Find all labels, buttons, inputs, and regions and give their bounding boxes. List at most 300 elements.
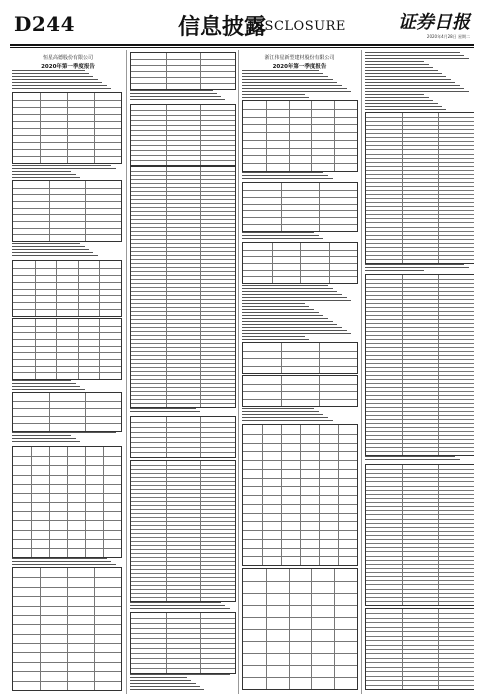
- table-row-line: [366, 141, 474, 142]
- table-row-line: [366, 363, 474, 364]
- table-col-line: [402, 465, 403, 605]
- table-row-line: [366, 469, 474, 470]
- table-col-line: [402, 113, 403, 263]
- table-row-line: [13, 346, 121, 347]
- text-line: [12, 174, 76, 175]
- table-row-line: [243, 665, 357, 666]
- table-row-line: [366, 315, 474, 316]
- data-table: [130, 416, 236, 458]
- table-row-line: [13, 408, 121, 409]
- table-row-line: [131, 171, 235, 172]
- data-table: [130, 52, 236, 90]
- table-row-line: [366, 486, 474, 487]
- text-line: [242, 94, 305, 95]
- table-row-line: [131, 391, 235, 392]
- table-row-line: [131, 493, 235, 494]
- table-row-line: [131, 235, 235, 236]
- table-row-line: [366, 137, 474, 138]
- table-row-line: [366, 218, 474, 219]
- text-line: [12, 255, 98, 256]
- data-table: [130, 612, 236, 674]
- text-line: [365, 270, 424, 271]
- table-row-line: [243, 197, 357, 198]
- table-row-line: [13, 289, 121, 290]
- table-row-line: [131, 239, 235, 240]
- table-row-line: [366, 572, 474, 573]
- column-2: [128, 50, 236, 694]
- table-col-line: [438, 113, 439, 263]
- table-row-line: [13, 268, 121, 269]
- text-line: [12, 441, 80, 442]
- table-row-line: [366, 560, 474, 561]
- table-row-line: [131, 473, 235, 474]
- table-row-line: [131, 623, 235, 624]
- text-line: [130, 674, 230, 675]
- table-col-line: [67, 568, 68, 690]
- table-row-line: [366, 259, 474, 260]
- text-line: [130, 602, 221, 603]
- text-line: [365, 79, 451, 80]
- table-col-line: [262, 425, 263, 565]
- table-row-line: [131, 581, 235, 582]
- table-row-line: [366, 551, 474, 552]
- table-col-line: [200, 461, 201, 601]
- text-line: [242, 91, 351, 92]
- table-row-line: [366, 166, 474, 167]
- text-line: [242, 411, 319, 412]
- table-row-line: [243, 140, 357, 141]
- table-row-line: [366, 299, 474, 300]
- text-line: [242, 88, 347, 89]
- table-row-line: [243, 204, 357, 205]
- table-row-line: [131, 59, 235, 60]
- table-row-line: [13, 326, 121, 327]
- data-table: [242, 375, 358, 407]
- table-row-line: [366, 636, 474, 637]
- table-col-line: [200, 167, 201, 407]
- table-row-line: [366, 676, 474, 677]
- table-row-line: [366, 331, 474, 332]
- table-row-line: [243, 581, 357, 582]
- table-col-line: [49, 393, 50, 431]
- table-row-line: [13, 309, 121, 310]
- table-col-line: [402, 609, 403, 689]
- table-col-line: [300, 425, 301, 565]
- table-row-line: [131, 339, 235, 340]
- table-row-line: [131, 307, 235, 308]
- table-row-line: [131, 130, 235, 131]
- table-row-line: [131, 327, 235, 328]
- table-row-line: [366, 490, 474, 491]
- text-line: [242, 175, 328, 176]
- company-name: 浙江伟星新型建材股份有限公司: [264, 55, 335, 61]
- table-col-line: [200, 613, 201, 673]
- table-col-line: [78, 319, 79, 379]
- table-row-line: [13, 275, 121, 276]
- table-row-line: [366, 162, 474, 163]
- text-line: [130, 683, 196, 684]
- table-row-line: [13, 352, 121, 353]
- announcement-header-1: [12, 54, 124, 70]
- table-row-line: [243, 132, 357, 133]
- table-row-line: [366, 202, 474, 203]
- table-row-line: [243, 351, 357, 352]
- table-row-line: [13, 221, 121, 222]
- text-line: [365, 67, 433, 68]
- table-row-line: [366, 645, 474, 646]
- table-row-line: [366, 182, 474, 183]
- data-table: [12, 180, 122, 242]
- text-line: [242, 232, 314, 233]
- data-table: [12, 446, 122, 558]
- table-col-line: [281, 425, 282, 565]
- column-divider: [361, 50, 362, 694]
- table-row-line: [366, 580, 474, 581]
- table-col-line: [35, 319, 36, 379]
- table-row-line: [131, 191, 235, 192]
- table-row-line: [366, 447, 474, 448]
- masthead-rule: [10, 44, 474, 46]
- table-row-line: [366, 415, 474, 416]
- table-row-line: [131, 359, 235, 360]
- text-line: [12, 243, 80, 244]
- table-row-line: [13, 188, 121, 189]
- table-row-line: [131, 585, 235, 586]
- table-row-line: [131, 477, 235, 478]
- table-row-line: [131, 427, 235, 428]
- company-name: 恒星高德股份有限公司: [42, 55, 93, 61]
- data-table: [365, 464, 474, 606]
- text-line: [242, 339, 309, 340]
- text-line: [242, 306, 309, 307]
- table-row-line: [131, 343, 235, 344]
- table-row-line: [366, 477, 474, 478]
- table-row-line: [243, 210, 357, 211]
- text-line: [12, 561, 111, 562]
- table-row-line: [131, 663, 235, 664]
- table-col-line: [94, 93, 95, 163]
- table-row-line: [131, 160, 235, 161]
- table-row-line: [366, 539, 474, 540]
- table-row-line: [131, 323, 235, 324]
- table-row-line: [366, 319, 474, 320]
- table-row-line: [131, 593, 235, 594]
- table-row-line: [366, 653, 474, 654]
- table-row-line: [131, 403, 235, 404]
- table-row-line: [131, 529, 235, 530]
- table-row-line: [131, 437, 235, 438]
- table-row-line: [366, 531, 474, 532]
- text-line: [242, 327, 342, 328]
- table-col-line: [272, 243, 273, 283]
- table-row-line: [131, 485, 235, 486]
- table-row-line: [366, 494, 474, 495]
- table-row-line: [366, 231, 474, 232]
- table-row-line: [366, 514, 474, 515]
- table-col-line: [99, 319, 100, 379]
- table-col-line: [319, 376, 320, 406]
- table-row-line: [366, 154, 474, 155]
- table-row-line: [131, 331, 235, 332]
- table-row-line: [366, 593, 474, 594]
- data-table: [12, 567, 122, 691]
- masthead: [10, 8, 474, 42]
- table-col-line: [56, 261, 57, 316]
- table-row-line: [13, 234, 121, 235]
- table-row-line: [366, 618, 474, 619]
- text-line: [242, 79, 333, 80]
- text-line: [242, 172, 323, 173]
- table-row-line: [243, 391, 357, 392]
- announcement-header-2: [242, 54, 357, 70]
- data-table: [12, 92, 122, 164]
- data-table: [365, 274, 474, 456]
- text-line: [242, 408, 314, 409]
- table-row-line: [366, 247, 474, 248]
- text-line: [242, 336, 305, 337]
- column-4: [363, 50, 474, 694]
- table-row-line: [131, 351, 235, 352]
- table-col-line: [319, 425, 320, 565]
- table-row-line: [366, 627, 474, 628]
- table-row-line: [131, 371, 235, 372]
- table-row-line: [131, 247, 235, 248]
- data-table: [12, 318, 122, 380]
- table-col-line: [166, 105, 167, 165]
- table-row-line: [131, 195, 235, 196]
- table-row-line: [131, 489, 235, 490]
- table-col-line: [266, 101, 267, 171]
- table-row-line: [131, 65, 235, 66]
- table-row-line: [366, 535, 474, 536]
- table-row-line: [366, 589, 474, 590]
- table-row-line: [131, 199, 235, 200]
- table-col-line: [334, 101, 335, 171]
- table-row-line: [131, 597, 235, 598]
- table-row-line: [366, 178, 474, 179]
- table-row-line: [13, 214, 121, 215]
- text-line: [365, 70, 438, 71]
- text-line: [365, 456, 455, 457]
- text-line: [242, 85, 342, 86]
- table-row-line: [131, 203, 235, 204]
- text-line: [12, 171, 71, 172]
- table-row-line: [131, 275, 235, 276]
- table-row-line: [366, 327, 474, 328]
- table-row-line: [366, 556, 474, 557]
- table-row-line: [13, 302, 121, 303]
- text-line: [242, 235, 319, 236]
- table-row-line: [366, 287, 474, 288]
- text-line: [365, 88, 464, 89]
- table-row-line: [131, 120, 235, 121]
- table-col-line: [35, 261, 36, 316]
- table-row-line: [243, 124, 357, 125]
- table-row-line: [13, 359, 121, 360]
- text-line: [242, 309, 314, 310]
- table-row-line: [131, 505, 235, 506]
- newspaper-logo: 证券日报: [398, 12, 470, 33]
- table-col-line: [311, 101, 312, 171]
- table-row-line: [131, 125, 235, 126]
- table-row-line: [131, 150, 235, 151]
- text-line: [130, 605, 225, 606]
- text-line: [365, 97, 429, 98]
- table-col-line: [166, 461, 167, 601]
- table-row-line: [366, 222, 474, 223]
- text-line: [12, 88, 111, 89]
- table-row-line: [131, 501, 235, 502]
- table-row-line: [131, 553, 235, 554]
- table-row-line: [366, 303, 474, 304]
- table-col-line: [40, 568, 41, 690]
- table-row-line: [13, 282, 121, 283]
- table-row-line: [131, 175, 235, 176]
- table-row-line: [131, 643, 235, 644]
- table-row-line: [131, 155, 235, 156]
- table-row-line: [131, 628, 235, 629]
- table-row-line: [13, 339, 121, 340]
- table-row-line: [366, 243, 474, 244]
- table-row-line: [366, 206, 474, 207]
- table-row-line: [131, 287, 235, 288]
- text-line: [242, 300, 351, 301]
- table-row-line: [131, 375, 235, 376]
- table-row-line: [366, 407, 474, 408]
- table-row-line: [131, 469, 235, 470]
- table-row-line: [366, 343, 474, 344]
- table-row-line: [131, 335, 235, 336]
- table-col-line: [56, 319, 57, 379]
- table-row-line: [366, 419, 474, 420]
- text-line: [242, 238, 323, 239]
- data-table: [242, 342, 358, 374]
- table-row-line: [131, 422, 235, 423]
- table-row-line: [13, 332, 121, 333]
- table-row-line: [13, 228, 121, 229]
- table-row-line: [366, 347, 474, 348]
- table-row-line: [13, 401, 121, 402]
- table-row-line: [131, 259, 235, 260]
- text-line: [242, 312, 319, 313]
- text-line: [242, 303, 305, 304]
- table-col-line: [334, 569, 335, 689]
- table-col-line: [300, 243, 301, 283]
- table-row-line: [366, 367, 474, 368]
- text-line: [242, 82, 337, 83]
- text-line: [12, 249, 89, 250]
- table-row-line: [243, 155, 357, 156]
- text-line: [12, 386, 80, 387]
- text-line: [12, 383, 76, 384]
- table-row-line: [366, 383, 474, 384]
- table-col-line: [338, 425, 339, 565]
- table-row-line: [131, 215, 235, 216]
- text-line: [242, 178, 333, 179]
- table-row-line: [131, 379, 235, 380]
- text-line: [242, 324, 337, 325]
- text-line: [242, 333, 351, 334]
- table-row-line: [366, 564, 474, 565]
- table-row-line: [131, 541, 235, 542]
- data-table: [365, 112, 474, 264]
- text-line: [365, 109, 446, 110]
- data-table: [130, 104, 236, 166]
- table-row-line: [13, 366, 121, 367]
- table-row-line: [366, 387, 474, 388]
- table-col-line: [281, 183, 282, 231]
- table-col-line: [78, 261, 79, 316]
- table-col-line: [289, 569, 290, 689]
- data-table: [130, 460, 236, 602]
- text-line: [12, 438, 76, 439]
- table-row-line: [366, 527, 474, 528]
- table-col-line: [99, 261, 100, 316]
- table-row-line: [131, 513, 235, 514]
- text-line: [130, 408, 196, 409]
- text-line: [12, 252, 93, 253]
- table-row-line: [131, 227, 235, 228]
- table-col-line: [319, 183, 320, 231]
- table-col-line: [438, 465, 439, 605]
- table-row-line: [131, 387, 235, 388]
- table-row-line: [243, 190, 357, 191]
- text-line: [130, 411, 200, 412]
- table-row-line: [366, 403, 474, 404]
- table-row-line: [131, 658, 235, 659]
- table-row-line: [366, 431, 474, 432]
- table-row-line: [366, 506, 474, 507]
- table-row-line: [366, 375, 474, 376]
- text-line: [12, 168, 116, 169]
- table-row-line: [131, 367, 235, 368]
- table-col-line: [166, 417, 167, 457]
- data-table: [12, 392, 122, 432]
- table-row-line: [131, 291, 235, 292]
- table-row-line: [131, 211, 235, 212]
- table-col-line: [438, 609, 439, 689]
- table-row-line: [13, 372, 121, 373]
- text-line: [12, 246, 85, 247]
- table-row-line: [366, 631, 474, 632]
- text-line: [130, 689, 204, 690]
- table-row-line: [131, 447, 235, 448]
- table-row-line: [131, 549, 235, 550]
- text-line: [12, 70, 85, 71]
- text-line: [130, 680, 191, 681]
- table-col-line: [49, 181, 50, 241]
- table-row-line: [366, 214, 474, 215]
- table-row-line: [131, 545, 235, 546]
- table-row-line: [366, 439, 474, 440]
- table-col-line: [31, 447, 32, 557]
- table-row-line: [131, 452, 235, 453]
- table-row-line: [366, 198, 474, 199]
- table-row-line: [131, 569, 235, 570]
- table-row-line: [366, 411, 474, 412]
- table-row-line: [131, 183, 235, 184]
- table-row-line: [366, 194, 474, 195]
- table-row-line: [131, 565, 235, 566]
- table-row-line: [131, 648, 235, 649]
- table-row-line: [366, 339, 474, 340]
- table-row-line: [366, 311, 474, 312]
- text-line: [12, 76, 93, 77]
- table-col-line: [49, 447, 50, 557]
- table-row-line: [243, 653, 357, 654]
- data-table: [365, 608, 474, 690]
- table-row-line: [131, 231, 235, 232]
